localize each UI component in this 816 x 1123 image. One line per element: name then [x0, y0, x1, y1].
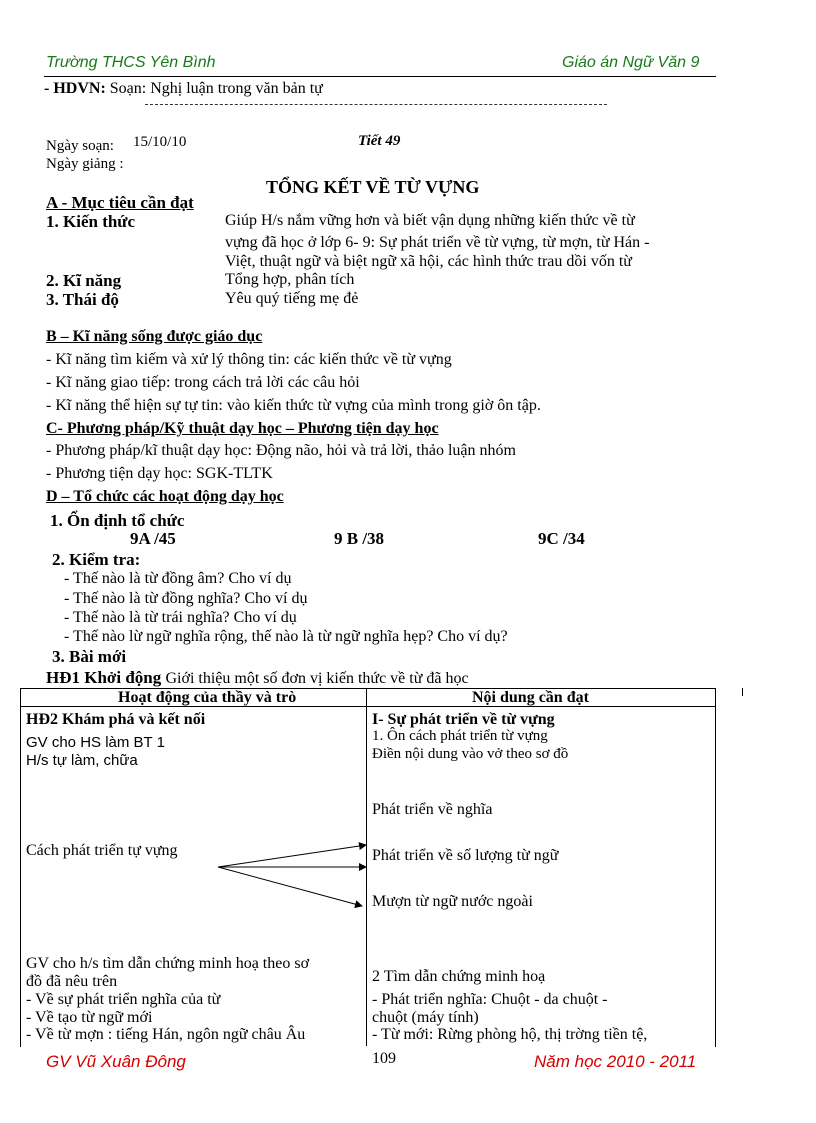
- page-title: TỔNG KẾT VỀ TỪ VỰNG: [266, 177, 480, 197]
- section-b-heading: B – Kĩ năng sống được giáo dục: [46, 328, 263, 345]
- left-item: - Về từ mợn : tiếng Hán, ngôn ngữ châu Âu: [26, 1026, 306, 1043]
- section-c-item: - Phương tiện dạy học: SGK-TLTK: [46, 465, 273, 482]
- footer-teacher: GV Vũ Xuân Đông: [46, 1052, 186, 1071]
- hdvn-line: - HDVN: Soạn: Nghị luận trong văn bản tự: [44, 80, 323, 97]
- class-9b: 9 B /38: [334, 529, 385, 548]
- left-gv2-line1: GV cho h/s tìm dẫn chứng minh hoạ theo sơ: [26, 955, 310, 972]
- left-gv1: GV cho HS làm BT 1: [26, 734, 165, 751]
- diagram-source: Cách phát triển tự vựng: [26, 842, 178, 859]
- table-header-content: Nội dung cần đạt: [472, 689, 589, 706]
- attitude-label: 3. Thái độ: [46, 290, 119, 309]
- page-number: 109: [372, 1050, 396, 1067]
- check-item: - Thế nào là từ đồng nghĩa? Cho ví dụ: [64, 590, 308, 607]
- right-sec1: I- Sự phát triển về từ vựng: [372, 711, 555, 728]
- prep-label: Ngày soạn:: [46, 138, 114, 154]
- hdvn-text: Soạn: Nghị luận trong văn bản tự: [109, 80, 323, 97]
- check-item: - Thế nào là từ trái nghĩa? Cho ví dụ: [64, 609, 297, 626]
- class-9c: 9C /34: [538, 529, 585, 548]
- section-c-item: - Phương pháp/kĩ thuật dạy học: Động não, hỏi và trả lời, thảo luận nhóm: [46, 442, 516, 459]
- left-item: - Về tạo từ ngữ mới: [26, 1009, 153, 1026]
- right-ex2: - Từ mới: Rừng phòng hộ, thị trờng tiền tệ,: [372, 1026, 648, 1043]
- diagram-target-meaning: Phát triển về nghĩa: [372, 801, 493, 818]
- left-hs1: H/s tự làm, chữa: [26, 752, 138, 769]
- section-b-item: - Kĩ năng giao tiếp: trong cách trả lời các câu hỏi: [46, 374, 360, 391]
- teach-label: Ngày giảng :: [46, 156, 124, 172]
- diagram-target-quantity: Phát triển về số lượng từ ngữ: [372, 847, 559, 864]
- knowledge-label: 1. Kiến thức: [46, 212, 136, 231]
- hd1-label: HĐ1 Khởi động: [46, 668, 162, 687]
- right-sub2: 2 Tìm dẫn chứng minh hoạ: [372, 968, 546, 985]
- arrow-to-borrow: [218, 867, 362, 906]
- arrow-to-meaning: [218, 845, 366, 867]
- knowledge-line1: Giúp H/s nắm vững hơn và biết vận dụng những kiến thức về từ: [225, 212, 635, 229]
- class-9a: 9A /45: [130, 529, 176, 548]
- prep-date: 15/10/10: [133, 134, 187, 150]
- section-b-item: - Kĩ năng thể hiện sự tự tin: vào kiến thức từ vựng của mình trong giờ ôn tập.: [46, 397, 541, 414]
- right-ex1: - Phát triển nghĩa: Chuột - da chuột -: [372, 991, 608, 1008]
- right-sub1-text: Điền nội dung vào vở theo sơ đồ: [372, 746, 569, 762]
- right-sub1: 1. Ôn cách phát triển từ vựng: [372, 728, 548, 744]
- knowledge-line2: vựng đã học ở lớp 6- 9: Sự phát triển về từ vựng, từ mợn, từ Hán -: [225, 234, 650, 251]
- right-ex1b: chuột (máy tính): [372, 1009, 479, 1026]
- check-item: - Thế nào là từ đồng âm? Cho ví dụ: [64, 570, 292, 587]
- skill-text: Tổng hợp, phân tích: [225, 271, 355, 288]
- diagram-target-borrow: Mượn từ ngữ nước ngoài: [372, 893, 533, 910]
- knowledge-line3: Việt, thuật ngữ và biệt ngữ xã hội, các hình thức trau dồi vốn từ: [225, 253, 632, 270]
- header-school: Trường THCS Yên Bình: [46, 54, 216, 71]
- hdvn-label: HDVN:: [53, 80, 106, 97]
- left-gv2-line2: đồ đã nêu trên: [26, 973, 118, 990]
- attitude-text: Yêu quý tiếng mẹ đẻ: [225, 290, 359, 307]
- section-b-item: - Kĩ năng tìm kiếm và xử lý thông tin: các kiến thức về từ vựng: [46, 351, 452, 368]
- stabilize-label: 1. Ổn định tổ chức: [50, 511, 185, 530]
- header-subject: Giáo án Ngữ Văn 9: [562, 54, 700, 71]
- section-c-heading: C- Phương pháp/Kỹ thuật dạy học – Phương tiện dạy học: [46, 420, 439, 437]
- hd1-text: Giới thiệu một số đơn vị kiến thức về từ đã học: [165, 670, 469, 687]
- table-header-activities: Hoạt động của thầy và trò: [118, 689, 297, 706]
- left-item: - Về sự phát triển nghĩa của từ: [26, 991, 221, 1008]
- section-d-heading: D – Tổ chức các hoạt động dạy học: [46, 488, 284, 505]
- check-item: - Thế nào lừ ngữ nghĩa rộng, thế nào là từ ngữ nghĩa hẹp? Cho ví dụ?: [64, 628, 508, 645]
- period: Tiết 49: [358, 133, 401, 149]
- check-label: 2. Kiểm tra:: [52, 550, 141, 569]
- new-lesson-label: 3. Bài mới: [52, 647, 127, 666]
- section-a-heading: A - Mục tiêu cần đạt: [46, 193, 194, 212]
- hd2-title: HĐ2 Khám phá và kết nối: [26, 711, 206, 728]
- footer-year: Năm học 2010 - 2011: [534, 1052, 697, 1071]
- skill-label: 2. Kĩ năng: [46, 271, 122, 290]
